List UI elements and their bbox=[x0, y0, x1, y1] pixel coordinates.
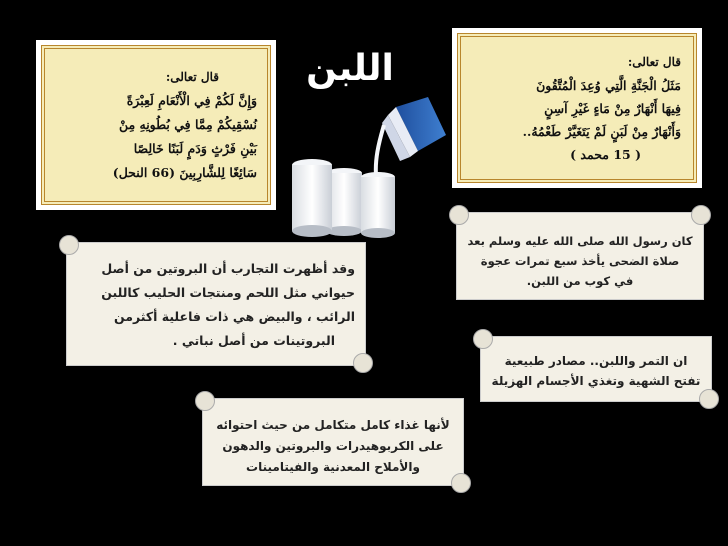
verse-right-line: ( 15 محمد ) bbox=[570, 147, 641, 162]
verse-right-text bbox=[461, 51, 681, 166]
food-line: والأملاح المعدنية والفيتامينات bbox=[246, 460, 420, 474]
verse-frame-right-inner bbox=[457, 33, 697, 183]
protein-line: البروتينات من أصل نباتي . bbox=[172, 333, 335, 348]
scroll-curl-icon bbox=[59, 235, 79, 255]
scroll-curl-icon bbox=[473, 329, 493, 349]
scroll-curl-icon bbox=[691, 205, 711, 225]
scroll-curl-icon bbox=[451, 473, 471, 493]
dates-line: تفتح الشهية وتغذي الأجسام الهزيلة bbox=[491, 374, 701, 388]
protein-line: حيواني مثل اللحم ومنتجات الحليب كاللبن bbox=[101, 285, 355, 300]
milk-carton bbox=[382, 97, 446, 161]
verse-right-line: مَثَلُ الْجَنَّةِ الَّتِي وُعِدَ الْمُتَّقُونَ bbox=[536, 78, 681, 93]
dates-line: ان التمر واللبن.. مصادر طبيعية bbox=[504, 354, 688, 368]
verse-left-line: وَإِنَّ لَكُمْ فِي الْأَنْعَامِ لَعِبْرَةً bbox=[126, 93, 257, 108]
milk-glass bbox=[361, 172, 395, 238]
scroll-hadith bbox=[456, 212, 704, 300]
page-title: اللبن bbox=[306, 48, 394, 89]
verse-right-line: وَأَنْهَارٌ مِنْ لَبَنٍ لَمْ يَتَغَيَّرْ طَعْمُهُ.. bbox=[522, 124, 681, 139]
verse-left-line: سَائِغًا لِلشَّارِبِينَ (66 النحل) bbox=[112, 165, 257, 180]
scroll-curl-icon bbox=[449, 205, 469, 225]
verse-left-line: بَيْنِ فَرْثٍ وَدَمٍ لَبَنًا خَالِصًا bbox=[133, 141, 257, 156]
food-line: لأنها غذاء كامل متكامل من حيث احتوائه bbox=[216, 418, 450, 432]
verse-frame-left-inner bbox=[41, 45, 271, 205]
scroll-curl-icon bbox=[195, 391, 215, 411]
verse-left-line: قال تعالى: bbox=[165, 70, 219, 84]
hadith-line: كان رسول الله صلى الله عليه وسلم بعد bbox=[467, 234, 693, 248]
verse-frame-right bbox=[452, 28, 702, 188]
milk-glasses-image bbox=[278, 95, 448, 245]
scroll-protein bbox=[66, 242, 366, 366]
verse-left-line: نُسْقِيكُمْ مِمَّا فِي بُطُونِهِ مِنْ bbox=[118, 117, 257, 132]
protein-line: الرائب ، والبيض هي ذات فاعلية أكثرمن bbox=[113, 309, 355, 324]
food-line: على الكربوهيدرات والبروتين والدهون bbox=[222, 439, 444, 453]
verse-right-line: قال تعالى: bbox=[627, 55, 681, 69]
verse-frame-left bbox=[36, 40, 276, 210]
scroll-complete-food bbox=[202, 398, 464, 486]
protein-line: وقد أظهرت التجارب أن البروتين من أصل bbox=[101, 261, 355, 276]
verse-right-line: فِيهَا أَنْهَارٌ مِنْ مَاءٍ غَيْرِ آسِنٍ bbox=[544, 101, 681, 116]
scroll-curl-icon bbox=[699, 389, 719, 409]
milk-glass bbox=[292, 159, 332, 237]
scroll-dates-milk bbox=[480, 336, 712, 402]
hadith-line: في كوب من اللبن. bbox=[526, 274, 634, 288]
scroll-curl-icon bbox=[353, 353, 373, 373]
verse-left-text bbox=[47, 65, 257, 185]
hadith-line: صلاة الضحى يأخذ سبع تمرات عجوة bbox=[480, 254, 680, 268]
